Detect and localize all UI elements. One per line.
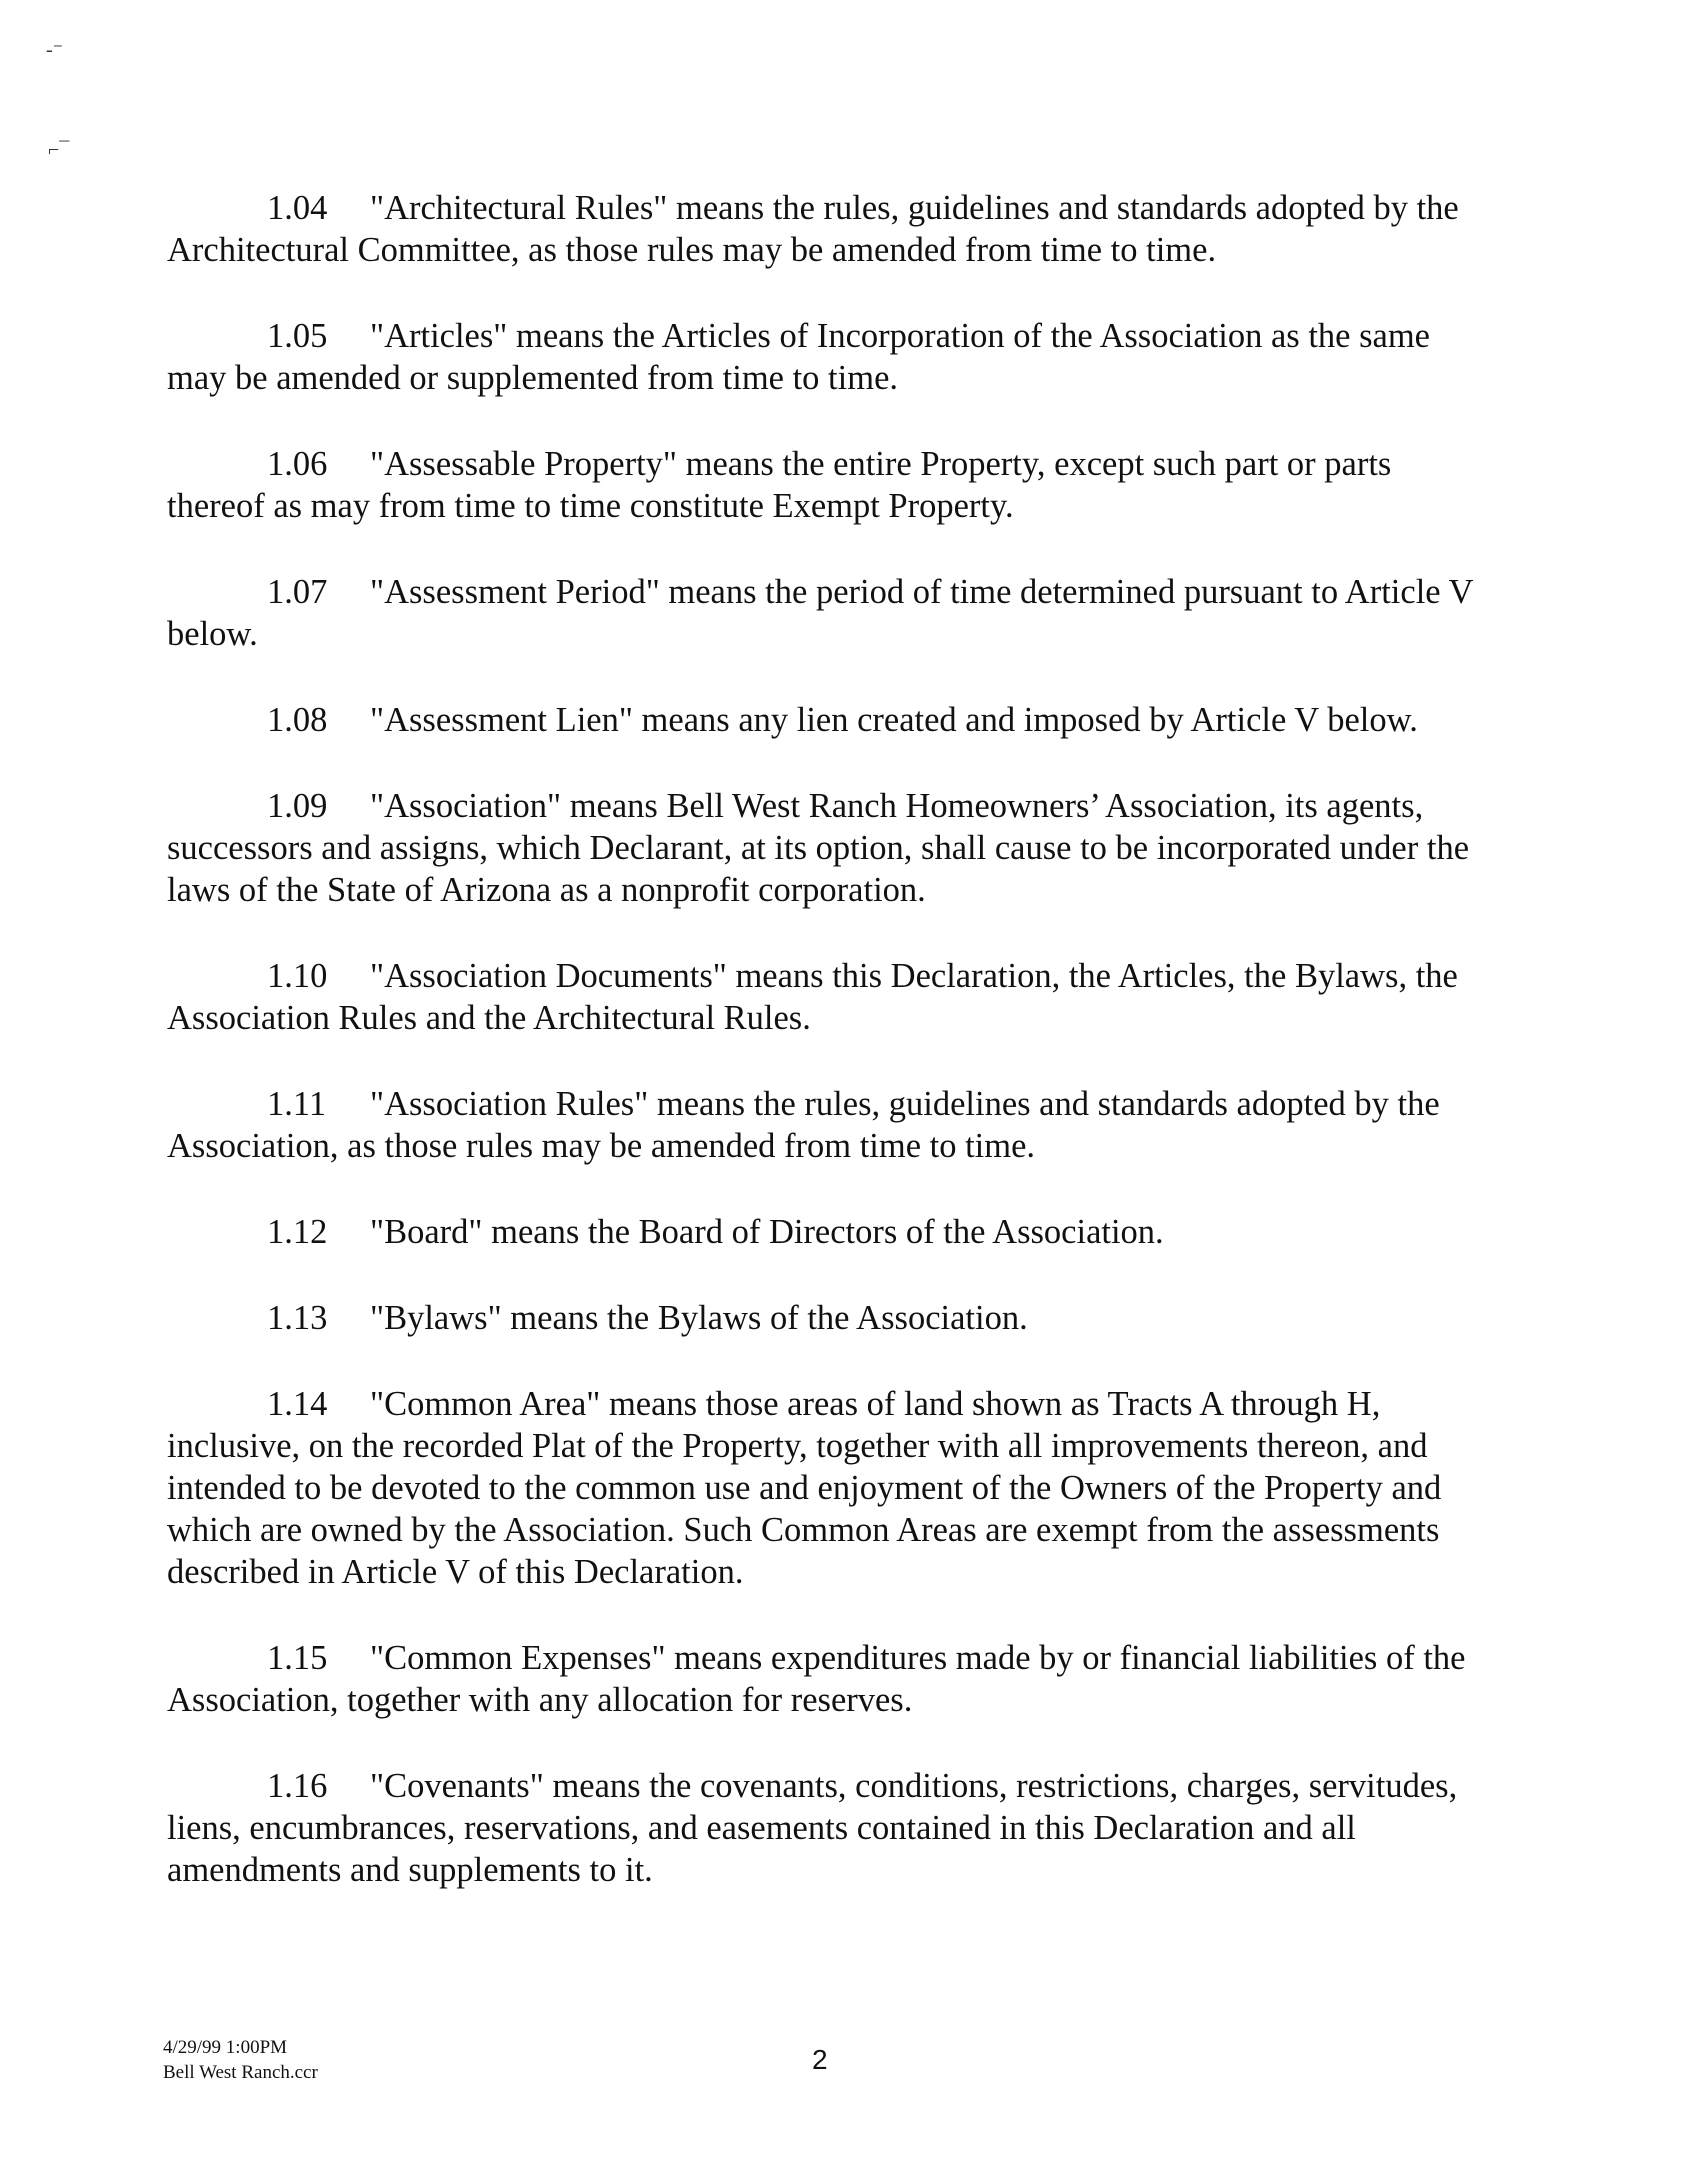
definition-paragraph [167, 955, 1487, 1039]
definition-text: "Common Expenses" means expenditures made by or financial liabilities of the Association, together with any allocation for reserves. [167, 1639, 1466, 1719]
definition-number: 1.05 [267, 317, 328, 355]
definition-text: "Architectural Rules" means the rules, guidelines and standards adopted by the Architectural Committee, as those rules may be amended from time to time. [167, 189, 1459, 269]
definition-text: "Assessment Period" means the period of time determined pursuant to Article V below. [167, 573, 1473, 653]
definition-number: 1.11 [267, 1085, 327, 1123]
definition-number: 1.13 [267, 1299, 328, 1337]
definition-number: 1.15 [267, 1639, 328, 1677]
definition-paragraph [167, 1637, 1487, 1721]
definition-number: 1.10 [267, 957, 328, 995]
definitions-list [167, 187, 1487, 1935]
scan-artifact-mark: -⁻ [46, 39, 64, 61]
definition-paragraph [167, 571, 1487, 655]
definition-paragraph [167, 699, 1487, 741]
definition-text: "Assessment Lien" means any lien created and imposed by Article V below. [370, 701, 1418, 739]
definition-text: "Articles" means the Articles of Incorporation of the Association as the same may be amended or supplemented from time to time. [167, 317, 1430, 397]
scan-artifact-mark: ⌐¯ [48, 139, 70, 161]
definition-text: "Association" means Bell West Ranch Homeowners’ Association, its agents, successors and assigns, which Declarant, at its option, shall cause to be incorporated under the laws of the State of Arizona as a nonprofit corporation. [167, 787, 1470, 909]
document-footer [163, 2035, 318, 2085]
definition-paragraph [167, 1383, 1487, 1593]
footer-filename: Bell West Ranch.ccr [163, 2062, 318, 2083]
definition-text: "Assessable Property" means the entire Property, except such part or parts thereof as may from time to time constitute Exempt Property. [167, 445, 1392, 525]
definition-number: 1.16 [267, 1767, 328, 1805]
definition-text: "Board" means the Board of Directors of the Association. [370, 1213, 1164, 1251]
footer-timestamp: 4/29/99 1:00PM [163, 2037, 288, 2058]
definition-text: "Covenants" means the covenants, conditions, restrictions, charges, servitudes, liens, encumbrances, reservations, and easements contained in this Declaration and all amendments and supplements to it. [167, 1767, 1458, 1889]
definition-text: "Association Rules" means the rules, guidelines and standards adopted by the Association, as those rules may be amended from time to time. [167, 1085, 1440, 1165]
definition-paragraph [167, 443, 1487, 527]
definition-paragraph [167, 1211, 1487, 1253]
definition-number: 1.09 [267, 787, 328, 825]
definition-paragraph [167, 315, 1487, 399]
definition-text: "Bylaws" means the Bylaws of the Association. [370, 1299, 1028, 1337]
definition-paragraph [167, 1083, 1487, 1167]
definition-number: 1.04 [267, 189, 328, 227]
definition-text: "Common Area" means those areas of land shown as Tracts A through H, inclusive, on the recorded Plat of the Property, together with all improvements thereon, and intended to be devoted to the common use and enjoyment of the Owners of the Property and which are owned by the Association. Such Common Areas are exempt from the assessments described in Article V of this Declaration. [167, 1385, 1442, 1591]
definition-number: 1.14 [267, 1385, 328, 1423]
definition-paragraph [167, 187, 1487, 271]
definition-paragraph [167, 1765, 1487, 1891]
page-number: 2 [812, 2044, 828, 2075]
definition-paragraph [167, 785, 1487, 911]
definition-paragraph [167, 1297, 1487, 1339]
definition-text: "Association Documents" means this Declaration, the Articles, the Bylaws, the Association Rules and the Architectural Rules. [167, 957, 1458, 1037]
definition-number: 1.12 [267, 1213, 328, 1251]
definition-number: 1.08 [267, 701, 328, 739]
definition-number: 1.06 [267, 445, 328, 483]
definition-number: 1.07 [267, 573, 328, 611]
